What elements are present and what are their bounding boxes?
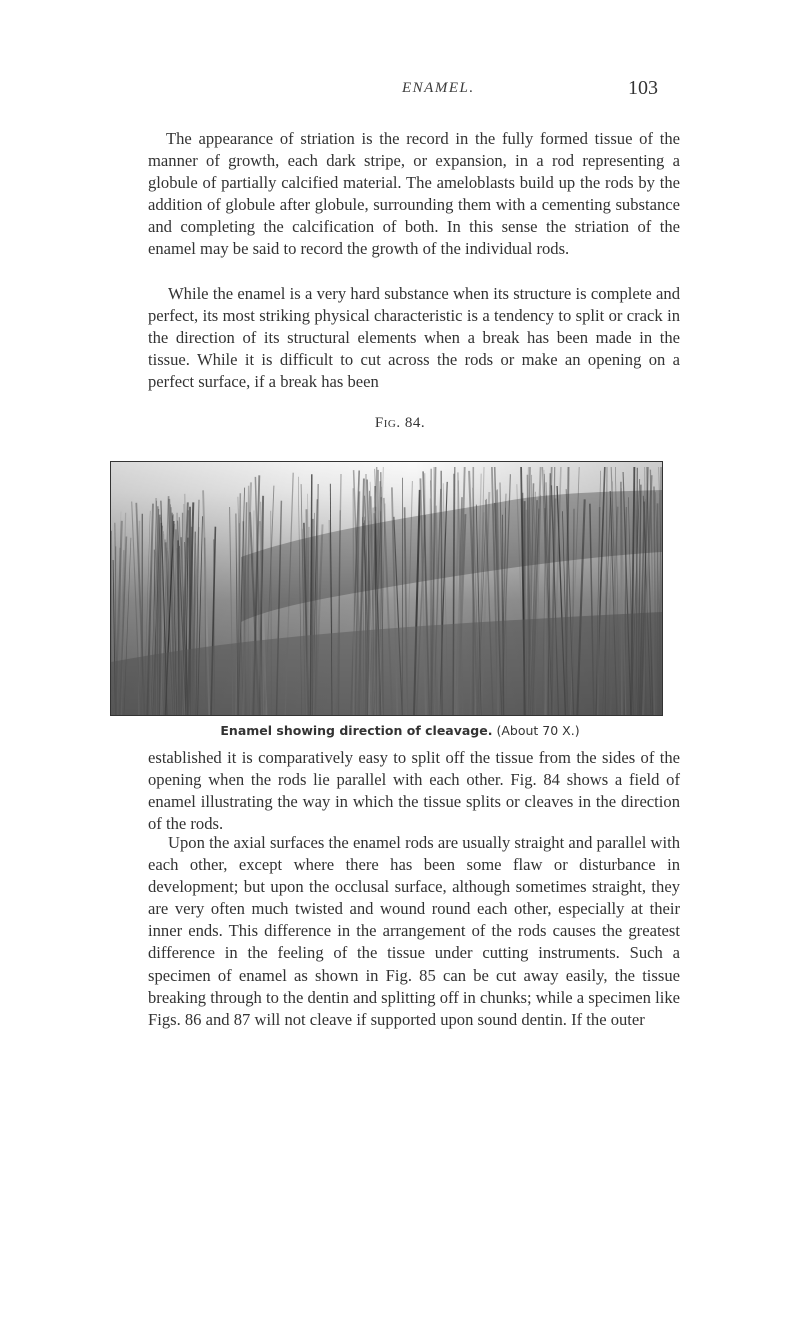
paragraph-striation: The appearance of striation is the record in the fully formed tissue of the manner of growth, each dark stripe, or expansion, in a rod representing a globule of partially calcified material. The ameloblasts build up the rods by the addition of globule after globule, surrounding them with a cementing substance and completing the calcification of both. In this sense the striation of the enamel may be said to record the growth of the individual rods. [148, 129, 680, 259]
caption-magnification: (About 70 X.) [496, 723, 580, 738]
paragraph-rod-arrangement: Upon the axial surfaces the enamel rods are usually straight and parallel with each other, except where there has been some flaw or disturbance in development; but upon the occlusal surface, although sometimes straight, they are very often much twisted and wound round each other, especially at their inner ends. This difference in the arrangement of the rods causes the greatest difference in the feeling of the tissue under cutting instruments. Such a specimen of enamel as shown in Fig. 85 can be cut away easily, the tissue breaking through to the dentin and splitting off in chunks; while a specimen like Figs. 86 and 87 will not cleave if supported upon sound dentin. If the outer [148, 833, 680, 1029]
running-head [0, 77, 800, 110]
page-number: 103 [628, 77, 658, 99]
figure-label: Fig. 84. [374, 415, 426, 431]
paragraph-cleavage-intro: While the enamel is a very hard substance when its structure is complete and perfect, its most striking physical characteristic is a tendency to split or crack in the direction of its structural elements when a break has been made in the tissue. While it is difficult to cut across the rods or make an opening on a perfect surface, if a break has been [148, 284, 680, 392]
enamel-micrograph [110, 461, 663, 716]
running-title: ENAMEL. [402, 80, 475, 96]
caption-text: Enamel showing direction of cleavage. [220, 723, 493, 738]
paragraph-fig84-description: established it is comparatively easy to split off the tissue from the sides of the opening when the rods lie parallel with each other. Fig. 84 shows a field of enamel illustrating the way in which the tissue splits or cleaves in the direction of the rods. [148, 748, 680, 834]
micrograph-image [111, 462, 662, 715]
figure-caption [0, 723, 800, 738]
